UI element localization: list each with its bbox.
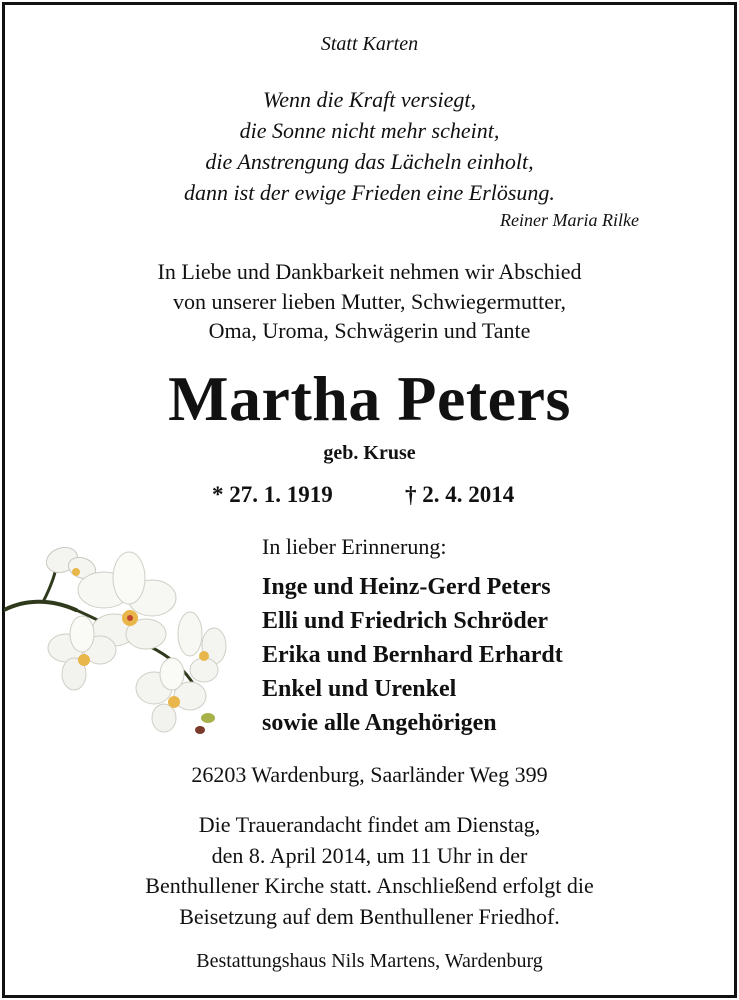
statt-karten-heading: Statt Karten xyxy=(320,33,419,55)
death-date: † 2. 4. 2014 xyxy=(405,482,515,507)
poem xyxy=(0,84,739,208)
funeral-home: Bestattungshaus Nils Martens, Wardenburg xyxy=(196,950,543,972)
service-line: Die Trauerandacht findet am Dienstag, xyxy=(198,812,541,837)
white-orchid-icon xyxy=(4,538,234,738)
deceased-name: Martha Peters xyxy=(168,363,571,434)
maiden-name: geb. Kruse xyxy=(323,442,416,464)
intro-line: In Liebe und Dankbarkeit nehmen wir Abschied xyxy=(157,259,582,284)
memory-heading: In lieber Erinnerung: xyxy=(262,534,447,559)
mourner-name: Elli und Friedrich Schröder xyxy=(262,608,549,634)
orchid-bud xyxy=(195,726,205,734)
intro-line: Oma, Uroma, Schwägerin und Tante xyxy=(208,318,531,343)
birth-date: * 27. 1. 1919 xyxy=(212,482,333,507)
mourners-list xyxy=(262,570,563,740)
poem-line: die Sonne nicht mehr scheint, xyxy=(239,118,500,143)
service-details xyxy=(0,810,739,932)
poem-line: die Anstrengung das Lächeln einholt, xyxy=(205,149,534,174)
poem-author: Reiner Maria Rilke xyxy=(500,210,639,230)
family-address: 26203 Wardenburg, Saarländer Weg 399 xyxy=(191,762,548,787)
service-line: Benthullener Kirche statt. Anschließend erfolgt die xyxy=(145,873,594,898)
service-line: Beisetzung auf dem Benthullener Friedhof. xyxy=(179,903,560,929)
farewell-intro xyxy=(0,257,739,346)
poem-line: dann ist der ewige Frieden eine Erlösung. xyxy=(184,180,555,205)
mourner-name: Enkel und Urenkel xyxy=(262,676,457,702)
poem-line: Wenn die Kraft versiegt, xyxy=(262,87,477,112)
orchid-bud xyxy=(201,713,215,723)
intro-line: von unserer lieben Mutter, Schwiegermutter, xyxy=(173,288,566,314)
mourner-name: sowie alle Angehörigen xyxy=(262,710,497,736)
mourner-name: Inge und Heinz-Gerd Peters xyxy=(262,574,551,600)
service-line: den 8. April 2014, um 11 Uhr in der xyxy=(211,842,528,868)
mourner-name: Erika und Bernhard Erhardt xyxy=(262,642,563,668)
